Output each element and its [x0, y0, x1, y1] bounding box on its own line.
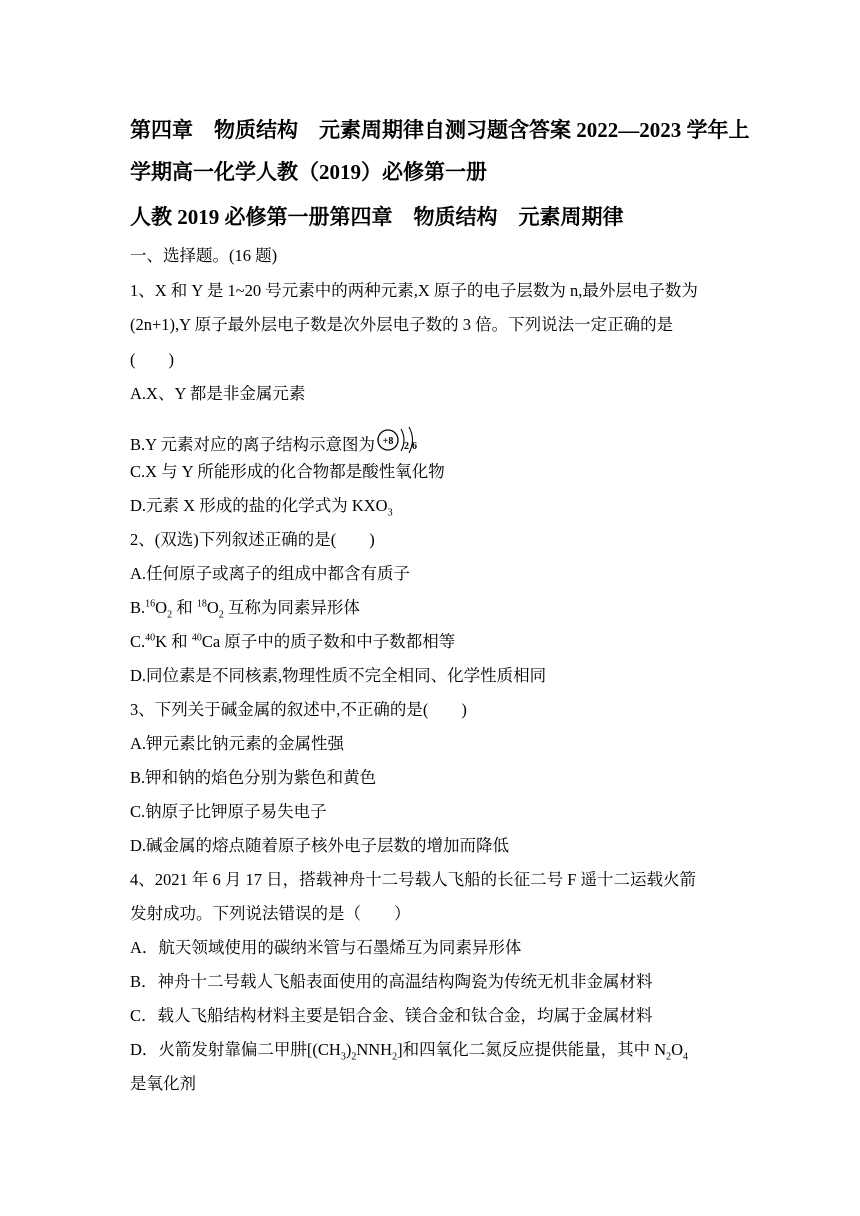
q3-option-d: D.碱金属的熔点随着原子核外电子层数的增加而降低 [130, 836, 510, 855]
q4-option-d [130, 1038, 750, 1062]
q3-option-a: A.钾元素比钠元素的金属性强 [130, 734, 345, 753]
subscript: 4 [683, 1051, 689, 1063]
shell-1-electrons: 2 [404, 441, 410, 452]
nucleus-charge: +8 [382, 436, 394, 447]
q2-option-d: D.同位素是不同核素,物理性质不完全相同、化学性质相同 [130, 666, 547, 685]
text-run: ]和四氧化二氮反应提供能量，其中 N [397, 1040, 667, 1059]
text-run: B. [130, 598, 146, 617]
q3-option-c: C.钠原子比钾原子易失电子 [130, 802, 327, 821]
text-run: 和 [172, 598, 197, 617]
doc-title-line-1: 第四章 物质结构 元素周期律自测习题含答案 2022—2023 学年上 [130, 118, 750, 142]
q4-option-d-line-2: 是氧化剂 [130, 1074, 196, 1093]
q3-option-b: B.钾和钠的焰色分别为紫色和黄色 [130, 768, 377, 787]
q2-option-b [130, 596, 750, 620]
q3-stem: 3、下列关于碱金属的叙述中,不正确的是( ) [130, 700, 467, 719]
text-run: O [206, 598, 219, 617]
doc-title-line-2: 学期高一化学人教（2019）必修第一册 [130, 160, 487, 184]
text-run: ) [345, 1040, 352, 1059]
q1-option-d [130, 494, 750, 518]
q1-option-a: A.X、Y 都是非金属元素 [130, 384, 306, 403]
mass-number: 40 [191, 632, 202, 644]
q1-option-d-text: D.元素 X 形成的盐的化学式为 KXO [130, 496, 388, 515]
ion-structure-diagram [376, 426, 424, 456]
subscript: 2 [218, 609, 224, 621]
q4-stem-line-1: 4、2021 年 6 月 17 日，搭载神舟十二号载人飞船的长征二号 F 遥十二运载火箭 [130, 870, 697, 889]
text-run: K 和 [155, 632, 192, 651]
subscript: 2 [392, 1051, 398, 1063]
q4-option-a: A．航天领域使用的碳纳米管与石墨烯互为同素异形体 [130, 938, 522, 957]
subscript: 2 [666, 1051, 672, 1063]
doc-subtitle: 人教 2019 必修第一册第四章 物质结构 元素周期律 [130, 205, 624, 229]
subscript: 2 [351, 1051, 357, 1063]
section-heading: 一、选择题。(16 题) [130, 246, 278, 265]
q1-option-b [130, 426, 750, 457]
q1-option-c: C.X 与 Y 所能形成的化合物都是酸性氧化物 [130, 462, 445, 481]
text-run: NNH [356, 1040, 393, 1059]
text-run: 互称为同素异形体 [223, 598, 360, 617]
mass-number: 16 [145, 598, 156, 610]
q2-stem: 2、(双选)下列叙述正确的是( ) [130, 530, 375, 549]
q1-stem-line-2: (2n+1),Y 原子最外层电子数是次外层电子数的 3 倍。下列说法一定正确的是 [130, 315, 674, 334]
shell-2-electrons: 6 [412, 441, 418, 452]
q1-answer-paren: ( ) [130, 350, 174, 369]
text-run: O [671, 1040, 684, 1059]
subscript: 2 [167, 609, 173, 621]
subscript: 3 [340, 1051, 346, 1063]
q1-stem-line-1: 1、X 和 Y 是 1~20 号元素中的两种元素,X 原子的电子层数为 n,最外层电子数为 [130, 281, 698, 300]
q1-option-b-text: B.Y 元素对应的离子结构示意图为 [130, 435, 376, 454]
text-run: D．火箭发射靠偏二甲肼[(CH [130, 1040, 341, 1059]
text-run: C. [130, 632, 146, 651]
q2-option-c [130, 630, 750, 654]
q4-stem-line-2: 发射成功。下列说法错误的是（ ） [130, 904, 411, 923]
q4-option-b: B．神舟十二号载人飞船表面使用的高温结构陶瓷为传统无机非金属材料 [130, 972, 653, 991]
q4-option-c: C．载人飞船结构材料主要是铝合金、镁合金和钛合金，均属于金属材料 [130, 1006, 653, 1025]
mass-number: 18 [196, 598, 207, 610]
q2-option-a: A.任何原子或离子的组成中都含有质子 [130, 564, 411, 583]
subscript: 3 [387, 507, 393, 519]
text-run: O [155, 598, 168, 617]
mass-number: 40 [145, 632, 156, 644]
text-run: Ca 原子中的质子数和中子数都相等 [201, 632, 456, 651]
